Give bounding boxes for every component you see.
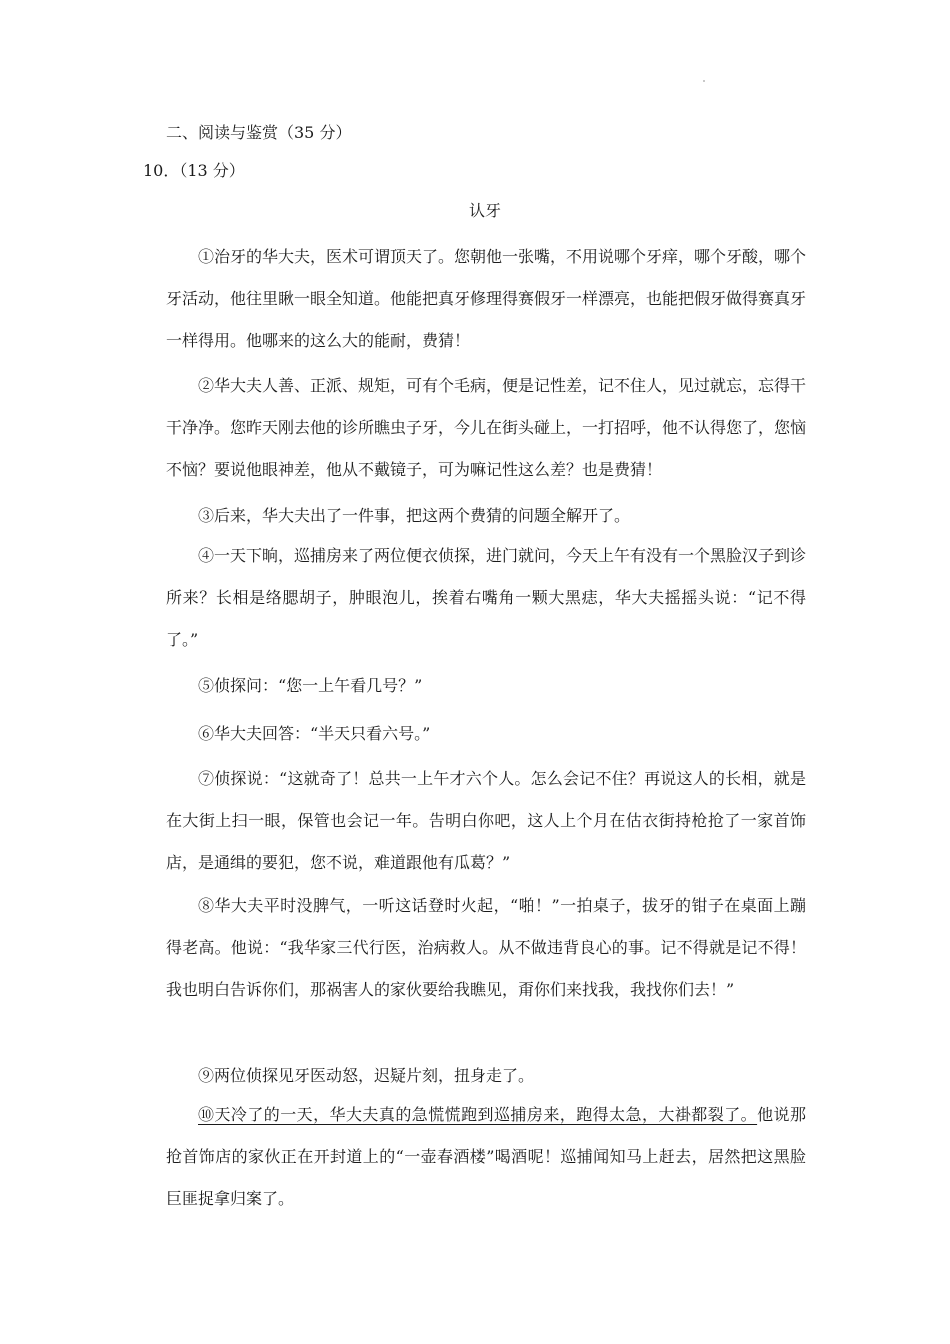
paragraph-8: ⑧华大夫平时没脾气，一听这话登时火起，“啪！”一拍桌子，拔牙的钳子在桌面上蹦得老高。他说：“我华家三代行医，治病救人。从不做违背良心的事。记不得就是记不得！我也明白告诉你们，那祸害人的家伙要给我瞧见，甭你们来找我，我找你们去！” [166, 896, 806, 999]
paragraph-10 [166, 1094, 806, 1220]
paragraph-7: ⑦侦探说：“这就奇了！总共一上午才六个人。怎么会记不住？再说这人的长相，就是在大街上扫一眼，保管也会记一年。告明白你吧，这人上个月在估衣街持枪抢了一家首饰店，是通缉的要犯，您不说，难道跟他有瓜葛？” [166, 769, 806, 872]
paragraph-6: ⑥华大夫回答：“半天只看六号。” [198, 724, 431, 743]
paragraph-9: ⑨两位侦探见牙医动怒，迟疑片刻，扭身走了。 [198, 1066, 535, 1085]
paragraph-5: ⑤侦探问：“您一上午看几号？” [198, 676, 423, 695]
paragraph-2: ②华大夫人善、正派、规矩，可有个毛病，便是记性差，记不住人，见过就忘，忘得干干净净。您昨天刚去他的诊所瞧虫子牙，今儿在街头碰上，一打招呼，他不认得您了，您恼不恼？要说他眼神差，他从不戴镜子，可为嘛记性这么差？也是费猜！ [166, 376, 807, 479]
section-heading: 二、阅读与鉴赏（35 分） [166, 123, 352, 142]
paragraph-10-rest: 他说那抢首饰店的家伙正在开封道上的“一壶春酒楼”喝酒呢！巡捕闻知马上赶去，居然把这黑脸巨匪捉拿归案了。 [166, 1105, 806, 1208]
paragraph-4: ④一天下晌，巡捕房来了两位便衣侦探，进门就问，今天上午有没有一个黑脸汉子到诊所来？长相是络腮胡子，肿眼泡儿，挨着右嘴角一颗大黑痣，华大夫摇摇头说：“记不得了。” [166, 546, 807, 649]
article-title: 认牙 [468, 201, 501, 220]
decorative-dot [703, 80, 705, 82]
paragraph-3: ③后来，华大夫出了一件事，把这两个费猜的问题全解开了。 [198, 506, 631, 525]
underlined-sentence: ⑩天冷了的一天，华大夫真的急慌慌跑到巡捕房来，跑得太急，大褂都裂了。 [198, 1105, 758, 1124]
question-number: 10．（13 分） [143, 161, 245, 180]
paragraph-1: ①治牙的华大夫，医术可谓顶天了。您朝他一张嘴，不用说哪个牙痒，哪个牙酸，哪个牙活动，他往里瞅一眼全知道。他能把真牙修理得赛假牙一样漂亮，也能把假牙做得赛真牙一样得用。他哪来的这么大的能耐，费猜！ [166, 247, 807, 350]
